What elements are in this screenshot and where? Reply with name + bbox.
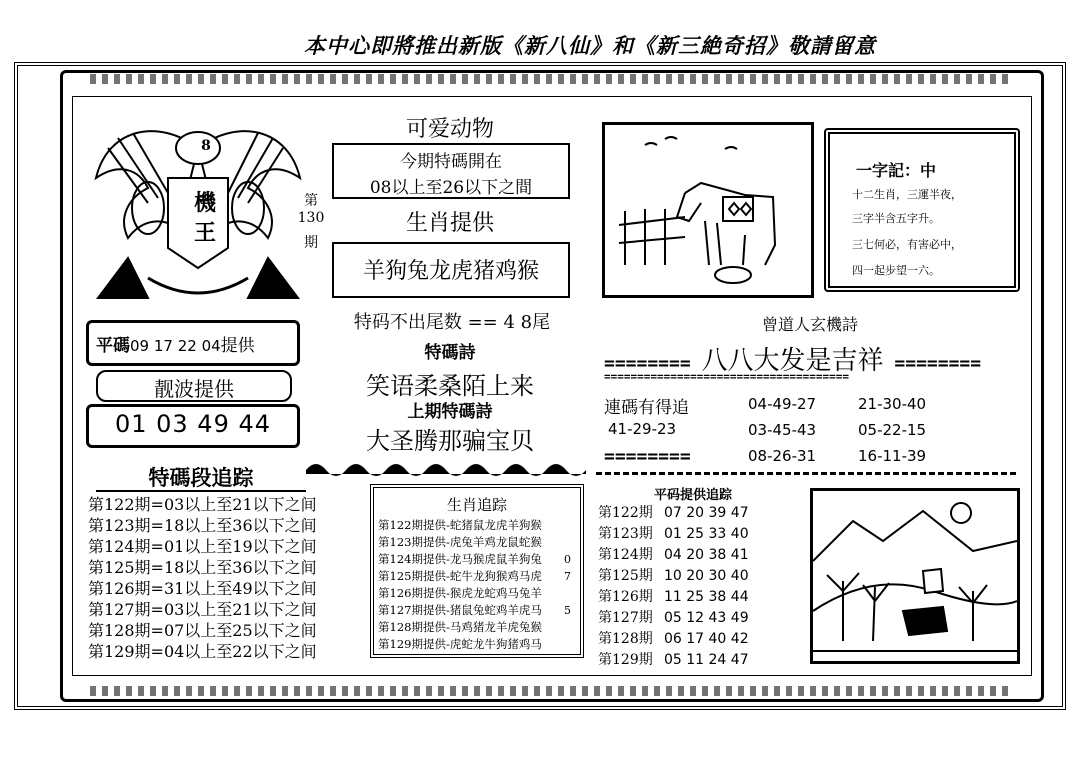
one-word-line-2: 三字半含五字升。 [852, 212, 940, 225]
zodiac-list: 羊狗兔龙虎猪鸡猴 [362, 259, 539, 284]
flat-row-nums: 07 20 39 47 [664, 505, 749, 521]
link-cell-1-1: 05-22-15 [858, 421, 927, 439]
link-first: 41-29-23 [608, 420, 677, 438]
flat-row-nums: 11 25 38 44 [664, 589, 749, 605]
flat-row-period: 第123期 [598, 526, 653, 542]
full-rule: ===================================== [604, 370, 850, 383]
one-word-line-4: 四一起步望一六。 [852, 264, 940, 277]
special-open-line2: 08以上至26以下之間 [369, 178, 533, 198]
link-cell-2-1: 16-11-39 [858, 447, 927, 465]
zodiac-row: 第127期提供-猪鼠兔蛇鸡羊虎马 [378, 603, 542, 617]
center-title: 可爱动物 [405, 117, 494, 142]
zodiac-row: 第124期提供-龙马猴虎鼠羊狗兔 [378, 552, 542, 566]
flat-code-line [96, 331, 255, 356]
special-open-line1: 今期特碼開在 [400, 152, 502, 172]
right-divider [596, 472, 1016, 475]
flat-row-nums: 05 12 43 49 [664, 610, 749, 626]
flat-row-period: 第125期 [598, 568, 653, 584]
flat-row [598, 649, 749, 669]
flat-code-suffix: 提供 [220, 336, 255, 356]
slogan-text: 八八大发是吉祥 [701, 346, 884, 376]
zodiac-tracking-title: 生肖追踪 [446, 496, 507, 514]
one-word-line-3: 三七何必，有害必中， [852, 238, 962, 251]
flat-row-period: 第129期 [598, 652, 653, 668]
flat-code-numbers: 09 17 22 04 [130, 337, 221, 355]
segment-row: 第123期=18以上至36以下之间 [88, 516, 317, 535]
last-poem-text: 大圣腾那骗宝贝 [366, 427, 534, 455]
zodiac-row: 第123期提供-虎兔羊鸡龙鼠蛇猴 [378, 535, 542, 549]
flat-row-period: 第128期 [598, 631, 653, 647]
last-poem-title: 上期特碼詩 [407, 402, 493, 422]
poem-title: 特碼詩 [424, 343, 476, 363]
wave-numbers: 01 03 49 44 [114, 410, 272, 438]
tail-line: 特码不出尾数 == 4 8尾 [353, 312, 551, 333]
flat-row [598, 586, 749, 606]
flat-code-label: 平碼 [96, 336, 130, 356]
flat-tracking-title: 平码提供追踪 [653, 488, 732, 503]
flat-row [598, 628, 749, 648]
issue-prefix: 第 [304, 193, 318, 209]
issue-number: 130 [297, 210, 325, 226]
zodiac-margin-mark: 7 [564, 570, 571, 583]
bottom-frame-stripe [90, 686, 1010, 696]
one-word-title: 一字記：中 [856, 161, 937, 180]
flat-row [598, 565, 749, 585]
link-cell-1-0: 03-45-43 [748, 421, 817, 439]
wave-label: 靓波提供 [154, 377, 234, 401]
segment-row: 第125期=18以上至36以下之间 [88, 558, 317, 577]
donkey-picture [602, 122, 814, 298]
header-banner: 本中心即將推出新版《新八仙》和《新三絶奇招》敬請留意 [304, 33, 876, 58]
flat-row [598, 523, 749, 543]
flat-row [598, 607, 749, 627]
link-cell-0-0: 04-49-27 [748, 395, 817, 413]
zodiac-margin-mark: 0 [564, 553, 571, 566]
flat-row-nums: 01 25 33 40 [664, 526, 749, 542]
logo-name-bottom: 王 [193, 220, 216, 246]
flat-row-nums: 10 20 30 40 [664, 568, 749, 584]
poem-text: 笑语柔桑陌上来 [366, 372, 534, 400]
segment-row: 第128期=07以上至25以下之间 [88, 621, 317, 640]
flat-row-nums: 06 17 40 42 [664, 631, 749, 647]
flat-row-nums: 05 11 24 47 [664, 652, 749, 668]
ornament-divider [306, 460, 590, 480]
donkey-illustration-icon [605, 125, 811, 295]
zodiac-row: 第126期提供-猴虎龙蛇鸡马兔羊 [378, 586, 542, 600]
mountain-scene-icon [813, 491, 1017, 661]
zodiac-title: 生肖提供 [405, 211, 494, 236]
landscape-picture [810, 488, 1020, 664]
top-frame-stripe [90, 74, 1010, 84]
slogan-deco-left: ======== [604, 353, 691, 374]
slogan-deco-right: ======== [894, 353, 982, 374]
flat-row [598, 502, 749, 522]
flat-row-period: 第126期 [598, 589, 653, 605]
link-cell-0-1: 21-30-40 [858, 395, 927, 413]
flat-row-period: 第127期 [598, 610, 653, 626]
ornament-border-icon [306, 460, 590, 480]
issue-suffix: 期 [304, 235, 318, 251]
one-word-line-1: 十二生肖，三運半夜， [852, 188, 962, 201]
segment-title: 特碼段追踪 [148, 465, 254, 490]
flat-row-period: 第122期 [598, 505, 653, 521]
link-cell-2-0: 08-26-31 [748, 447, 817, 465]
zodiac-row: 第125期提供-蛇牛龙狗猴鸡马虎 [378, 569, 542, 583]
logo-name-top: 機 [193, 190, 216, 216]
zodiac-row: 第128期提供-马鸡猪龙羊虎兔猴 [378, 620, 542, 634]
zodiac-row: 第122期提供-蛇猪鼠龙虎羊狗猴 [378, 518, 542, 532]
flat-row [598, 544, 749, 564]
poem-source: 曾道人玄機詩 [761, 315, 858, 334]
segment-row: 第122期=03以上至21以下之间 [88, 495, 317, 514]
flat-row-nums: 04 20 38 41 [664, 547, 749, 563]
link-label: 連碼有得追 [604, 398, 689, 418]
segment-row: 第129期=04以上至22以下之间 [88, 642, 317, 661]
bottom-deco: ======== [604, 446, 691, 467]
logo-emblem-text: 8 [201, 138, 211, 154]
flat-row-period: 第124期 [598, 547, 653, 563]
zodiac-margin-mark: 5 [564, 604, 571, 617]
segment-row: 第124期=01以上至19以下之间 [88, 537, 317, 556]
zodiac-row: 第129期提供-虎蛇龙牛狗猪鸡马 [378, 637, 542, 651]
segment-row: 第127期=03以上至21以下之间 [88, 600, 317, 619]
segment-row: 第126期=31以上至49以下之间 [88, 579, 317, 598]
